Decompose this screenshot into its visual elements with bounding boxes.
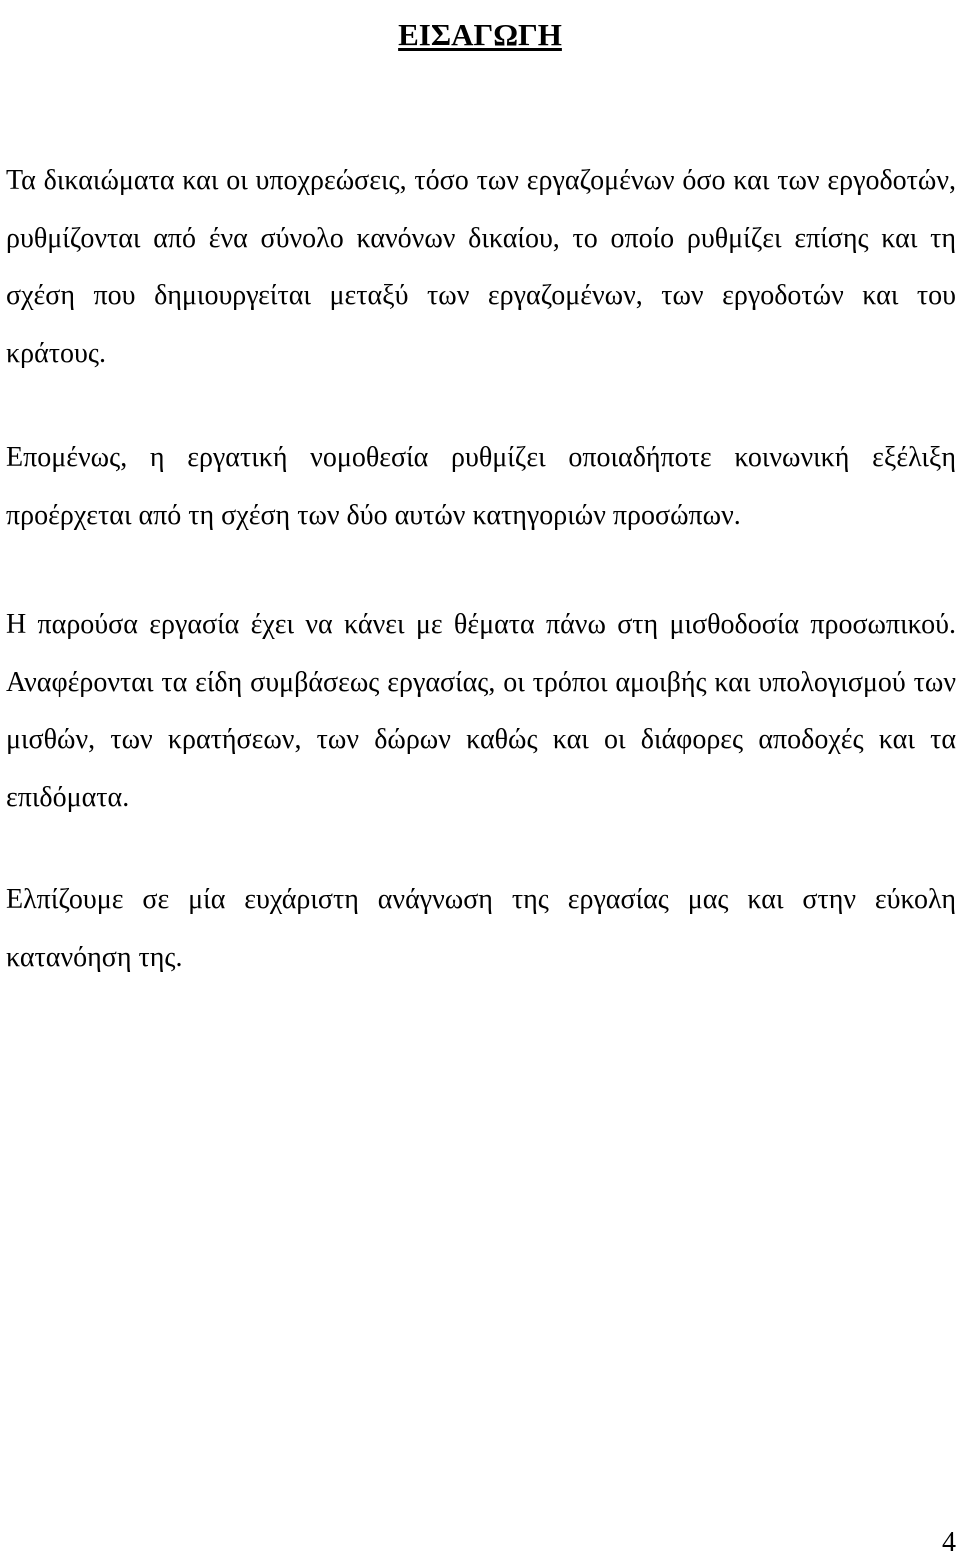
paragraph-payroll-topics: Η παρούσα εργασία έχει να κάνει με θέματα πάνω στη μισθοδοσία προσωπικού. Αναφέρονται τα είδη συμβάσεως εργασίας, οι τρόποι αμοιβής και υπολογισμού των μισθών, των κρατήσεων, των δώρων καθώς και οι διάφορες αποδοχές και τα επιδόματα. [6,609,956,813]
paragraph-closing-wish: Ελπίζουμε σε μία ευχάριστη ανάγνωση της εργασίας μας και στην εύκολη κατανόηση της. [6,884,956,973]
paragraph-labor-legislation: Επομένως, η εργατική νομοθεσία ρυθμίζει οποιαδήποτε κοινωνική εξέλιξη προέρχεται από τη σχέση των δύο αυτών κατηγοριών προσώπων. [6,442,956,531]
page-number: 4 [942,1527,956,1558]
page-title: ΕΙΣΑΓΩΓΗ [398,16,562,52]
paragraph-rights-obligations: Τα δικαιώματα και οι υποχρεώσεις, τόσο των εργαζομένων όσο και των εργοδοτών, ρυθμίζονται από ένα σύνολο κανόνων δικαίου, το οποίο ρυθμίζει επίσης και τη σχέση που δημιουργείται μεταξύ των εργαζομένων, των εργοδοτών και του κράτους. [6,165,956,369]
